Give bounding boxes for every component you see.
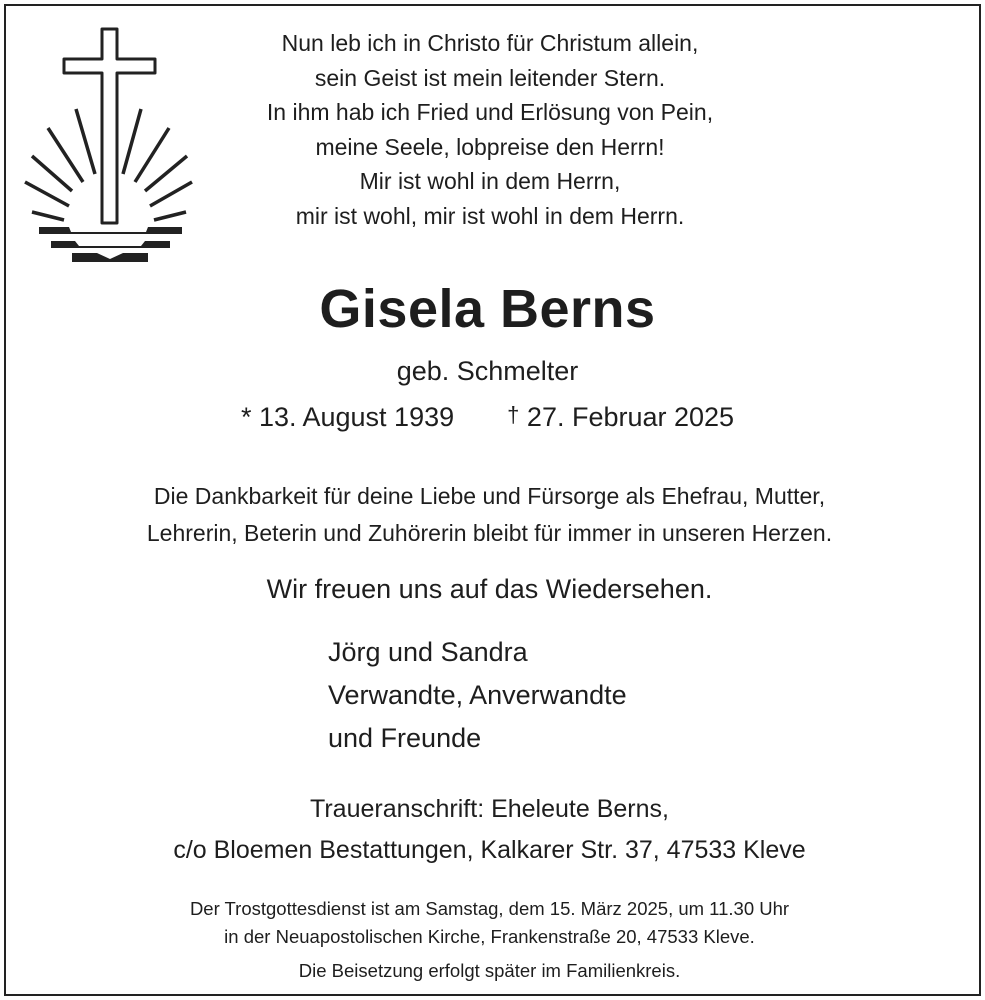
service-info: [0, 895, 982, 951]
family-line: Jörg und Sandra: [328, 637, 528, 667]
poem-line: In ihm hab ich Fried und Erlösung von Pein,: [266, 99, 714, 125]
poem-line: mir ist wohl, mir ist wohl in dem Herrn.: [295, 202, 685, 229]
address-line: c/o Bloemen Bestattungen, Kalkarer Str. 37, 47533 Kleve: [173, 836, 806, 864]
family-signature: [328, 631, 627, 760]
poem: [240, 26, 740, 233]
thanks-line: Lehrerin, Beterin und Zuhörerin bleibt für immer in unseren Herzen.: [146, 520, 833, 546]
family-line: und Freunde: [328, 723, 482, 753]
poem-line: Mir ist wohl in dem Herrn,: [359, 168, 621, 194]
thanks-line: Die Dankbarkeit für deine Liebe und Fürsorge als Ehefrau, Mutter,: [153, 483, 826, 509]
new-apostolic-church-cross-icon: [0, 0, 200, 280]
poem-line: meine Seele, lobpreise den Herrn!: [315, 133, 665, 160]
service-line: Der Trostgottesdienst ist am Samstag, dem 15. März 2025, um 11.30 Uhr: [189, 898, 790, 919]
burial-info: Die Beisetzung erfolgt später im Familienkreis.: [298, 960, 681, 981]
poem-line: Nun leb ich in Christo für Christum allein,: [281, 30, 699, 56]
life-dates: [0, 402, 980, 433]
service-line: in der Neuapostolischen Kirche, Frankenstraße 20, 47533 Kleve.: [224, 926, 755, 947]
deceased-name: Gisela Berns: [319, 279, 656, 339]
death-date: 27. Februar 2025: [526, 402, 735, 432]
cross-symbol: †: [507, 402, 520, 427]
reunion-text: Wir freuen uns auf das Wiedersehen.: [266, 574, 713, 604]
maiden-name: geb. Schmelter: [396, 356, 579, 386]
poem-line: sein Geist ist mein leitender Stern.: [314, 64, 666, 91]
family-line: Verwandte, Anverwandte: [328, 680, 627, 710]
mourning-address: [0, 789, 982, 871]
birth-date: * 13. August 1939: [240, 402, 455, 432]
thanks-text: [0, 478, 982, 552]
address-line: Traueranschrift: Eheleute Berns,: [310, 795, 669, 823]
